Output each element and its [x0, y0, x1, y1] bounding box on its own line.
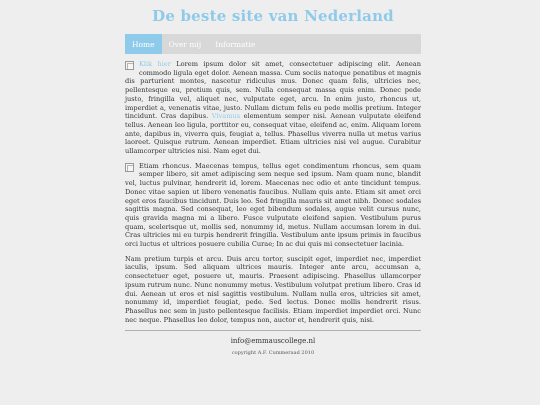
footer-email: info@emmauscollege.nl	[230, 337, 316, 346]
paragraph-1-text-2: elementum semper nisi. Aenean vulputate eleifend tellus. Aenean leo ligula, porttitor eu, consequat vitae, eleifend ac, enim. Aliquam lorem ante, dapibus in, viverra quis, feugiat a, tellus. Phasellus viverra nulla ut metus varius laoreet. Quisque rutrum. Aenean imperdiet. Etiam ultricies nisi vel augue. Curabitur ullamcorper ultricies nisi. Nam eget dui.	[125, 112, 421, 156]
nav-item-over-mij[interactable]: Over mij	[168, 39, 202, 49]
paragraph-2-text: Etiam rhoncus. Maecenas tempus, tellus eget condimentum rhoncus, sem quam semper libero, sit amet adipiscing sem neque sed ipsum. Nam quam nunc, blandit vel, luctus pulvinar, hendrerit id, lorem. Maecenas nec odio et ante tincidunt tempus. Donec vitae sapien ut libero venenatis faucibus. Nullam quis ante. Etiam sit amet orci eget eros faucibus tincidunt. Duis leo. Sed fringilla mauris sit amet nibh. Donec sodales sagittis magna. Sed consequat, leo eget bibendum sodales, augue velit cursus nunc, quis gravida magna mi a libero. Fusce vulputate eleifend sapien. Vestibulum purus quam, scelerisque ut, mollis sed, nonummy id, metus. Nullam accumsan lorem in dui. Cras ultricies mi eu turpis hendrerit fringilla. Vestibulum ante ipsum primis in faucibus orci luctus et ultrices posuere cubilia Curae; In ac dui quis mi consectetuer lacinia.	[125, 161, 421, 249]
site-title: De beste site van Nederland	[152, 7, 394, 25]
paragraph-3: Nam pretium turpis et arcu. Duis arcu tortor, suscipit eget, imperdiet nec, imperdiet iaculis, ipsum. Sed aliquam ultrices mauris. Integer ante arcu, accumsan a, consectetuer eget, posuere ut, mauris. Praesent adipiscing. Phasellus ullamcorper ipsum rutrum nunc. Nunc nonummy metus. Vestibulum volutpat pretium libero. Cras id dui. Aenean ut eros et nisl sagittis vestibulum. Nullam nulla eros, ultricies sit amet, nonummy id, imperdiet feugiat, pede. Sed lectus. Donec mollis hendrerit risus. Phasellus nec sem in justo pellentesque facilisis. Etiam imperdiet imperdiet orci. Nunc nec neque. Phasellus leo dolor, tempus non, auctor et, hendrerit quis, nisi.	[125, 254, 421, 324]
vivamus-link[interactable]: Vivamus	[211, 112, 241, 121]
image-placeholder-icon	[125, 61, 134, 70]
content	[125, 54, 421, 356]
footer-divider	[125, 330, 421, 331]
nav-bar	[125, 34, 421, 54]
main-container	[125, 34, 421, 356]
paragraph-2	[125, 162, 421, 249]
nav-item-informatie[interactable]: Informatie	[215, 39, 256, 49]
nav-item-home[interactable]: Home	[125, 34, 162, 54]
klik-hier-link[interactable]: Klik hier	[139, 60, 171, 68]
paragraph-1	[125, 60, 421, 156]
footer-copyright: copyright A.F. Cummeraad 2010	[231, 350, 315, 357]
image-placeholder-icon	[125, 163, 134, 172]
paragraph-1-text: Lorem ipsum dolor sit amet, consectetuer adipiscing elit. Aenean commodo ligula eget dolor. Aenean massa. Cum sociis natoque penatibus et magnis dis parturient montes, nascetur ridiculus mus. Donec quam felis, ultricies nec, pellentesque eu, pretium quis, sem. Nulla consequat massa quis enim. Donec pede justo, fringilla vel, aliquet nec, vulputate eget, arcu. In enim justo, rhoncus ut, imperdiet a, venenatis vitae, justo. Nullam dictum felis eu pede mollis pretium. Integer tincidunt. Cras dapibus.	[125, 60, 421, 121]
